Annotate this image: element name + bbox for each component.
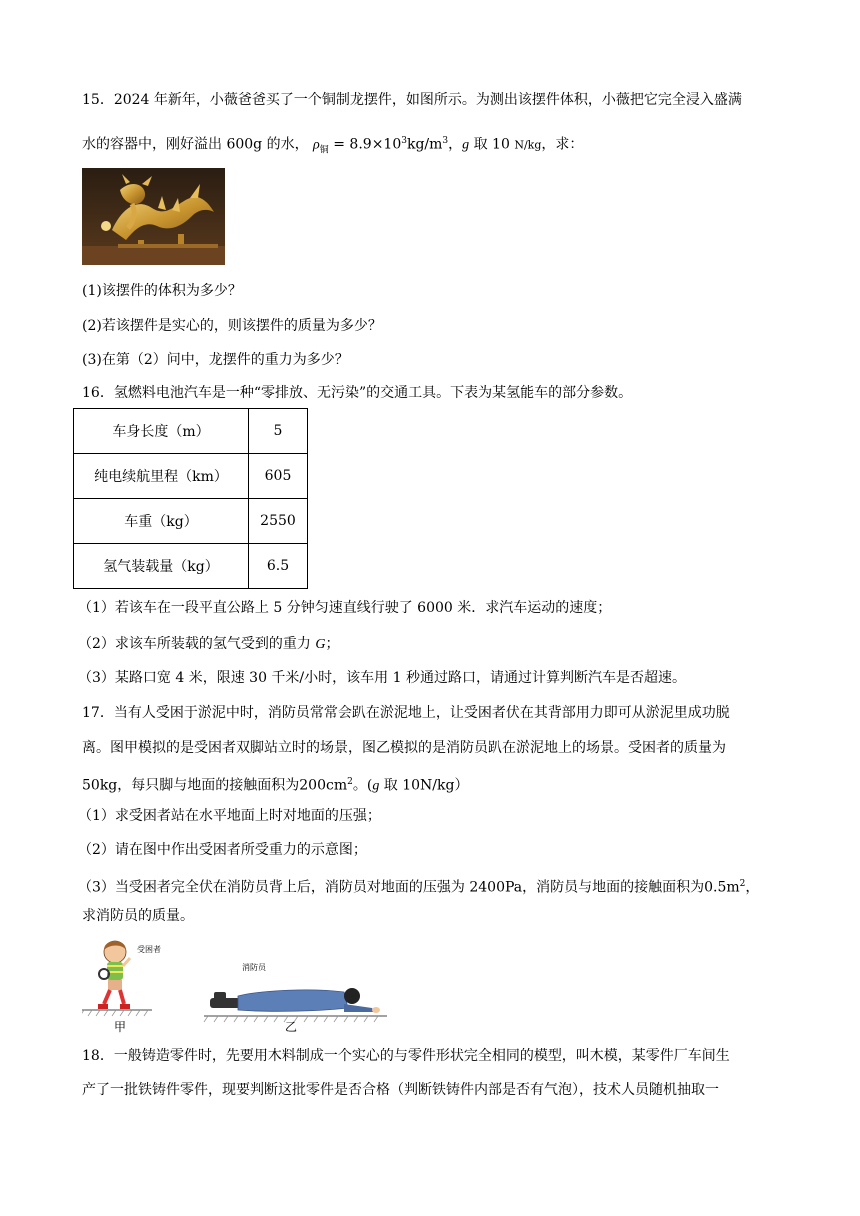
q17-line3-text: 50kg，每只脚与地面的接触面积为	[82, 777, 300, 794]
g-symbol: g	[372, 778, 380, 794]
caption-jia: 甲	[114, 1020, 127, 1034]
label-firefighter: 消防员	[242, 963, 266, 972]
q16-sub3: （3）某路口宽 4 米，限速 30 千米/小时，该车用 1 秒通过路口，请通过计算判断汽车是否超速。	[78, 670, 686, 686]
table-row	[74, 499, 308, 544]
dragon-ornament-photo	[82, 168, 225, 265]
q15-line2	[82, 131, 583, 160]
rho-unit-exponent: 3	[442, 136, 449, 146]
g-symbol: g	[462, 137, 470, 153]
caption-yi: 乙	[285, 1020, 298, 1034]
q17-line3-sep: 。(	[352, 777, 373, 794]
table-row	[74, 454, 308, 499]
q15-sub3: (3)在第（2）问中，龙摆件的重力为多少？	[82, 352, 349, 368]
q17-sub3-text: （3）当受困者完全伏在消防员背上后，消防员对地面的压强为 2400Pa，消防员与地面的接触面积为	[78, 879, 705, 896]
q15-sep: ，	[448, 136, 463, 153]
param-value: 605	[249, 454, 308, 499]
q16-sub1: （1）若该车在一段平直公路上 5 分钟匀速直线行驶了 6000 米．求汽车运动的速度；	[78, 600, 612, 616]
rho-unit: kg/m	[406, 136, 443, 153]
foot-area-exponent: 2	[347, 777, 353, 787]
param-label: 纯电续航里程（km）	[74, 454, 249, 499]
param-value: 5	[249, 409, 308, 454]
q16-sub2	[78, 634, 339, 655]
q15-sub1: (1)该摆件的体积为多少？	[82, 283, 242, 299]
q17-sub3-end: ，	[745, 879, 760, 896]
firefighter-area: 0.5m	[704, 879, 740, 896]
g-unit: N/kg	[514, 138, 542, 152]
param-value: 6.5	[249, 544, 308, 589]
q16-intro: 16．氢燃料电池汽车是一种“零排放、无污染”的交通工具。下表为某氢能车的部分参数。	[82, 385, 633, 401]
label-victim: 受困者	[137, 945, 161, 954]
q17-sub3	[78, 874, 759, 898]
rho-exponent: 3	[401, 136, 407, 146]
q17-sub2: （2）请在图中作出受困者所受重力的示意图；	[78, 842, 367, 858]
q17-line3	[82, 772, 468, 797]
table-row	[74, 409, 308, 454]
g-text: 取 10	[469, 136, 515, 153]
q17-line2: 离。图甲模拟的是受困者双脚站立时的场景，图乙模拟的是消防员趴在淤泥地上的场景。受困者的质量为	[82, 740, 726, 756]
table-row	[74, 544, 308, 589]
param-label: 车身长度（m）	[74, 409, 249, 454]
gravity-symbol: G	[315, 637, 326, 652]
q15-sub2: (2)若该摆件是实心的，则该摆件的质量为多少？	[82, 318, 382, 334]
q18-line2: 产了一批铁铸件零件，现要判断这批零件是否合格（判断铁铸件内部是否有气泡），技术人员随机抽取一	[82, 1082, 719, 1098]
rescue-figures	[82, 938, 392, 1034]
param-label: 车重（kg）	[74, 499, 249, 544]
q17-sub3-line2: 求消防员的质量。	[82, 908, 194, 924]
firefighter-area-exponent: 2	[739, 879, 746, 889]
rho-symbol: ρ	[313, 137, 320, 153]
param-label: 氢气装载量（kg）	[74, 544, 249, 589]
q17-line1: 17．当有人受困于淤泥中时，消防员常常会趴在淤泥地上，让受困者伏在其背部用力即可从淤泥里成功脱	[82, 705, 730, 721]
q15-line1: 15．2024 年新年，小薇爸爸买了一个铜制龙摆件，如图所示。为测出该摆件体积，小薇把它完全浸入盛满	[82, 92, 742, 108]
param-value: 2550	[249, 499, 308, 544]
q16-sub2-end: ；	[325, 636, 340, 652]
hydrogen-car-params-table	[73, 408, 308, 589]
foot-area: 200cm	[299, 777, 348, 794]
q17-sub1: （1）求受困者站在水平地面上时对地面的压强；	[78, 808, 381, 824]
q16-sub2-text: （2）求该车所装载的氢气受到的重力	[78, 636, 316, 652]
q15-line2-end: ，求：	[541, 136, 584, 153]
q17-line3-end: 取 10N/kg）	[379, 777, 469, 794]
rho-value: = 8.9×10	[328, 136, 402, 153]
q18-line1: 18．一般铸造零件时，先要用木料制成一个实心的与零件形状完全相同的模型，叫木模，某零件厂车间生	[82, 1048, 730, 1064]
rho-subscript: 铜	[319, 145, 329, 156]
q15-line2-text: 水的容器中，刚好溢出 600g 的水，	[82, 136, 309, 153]
